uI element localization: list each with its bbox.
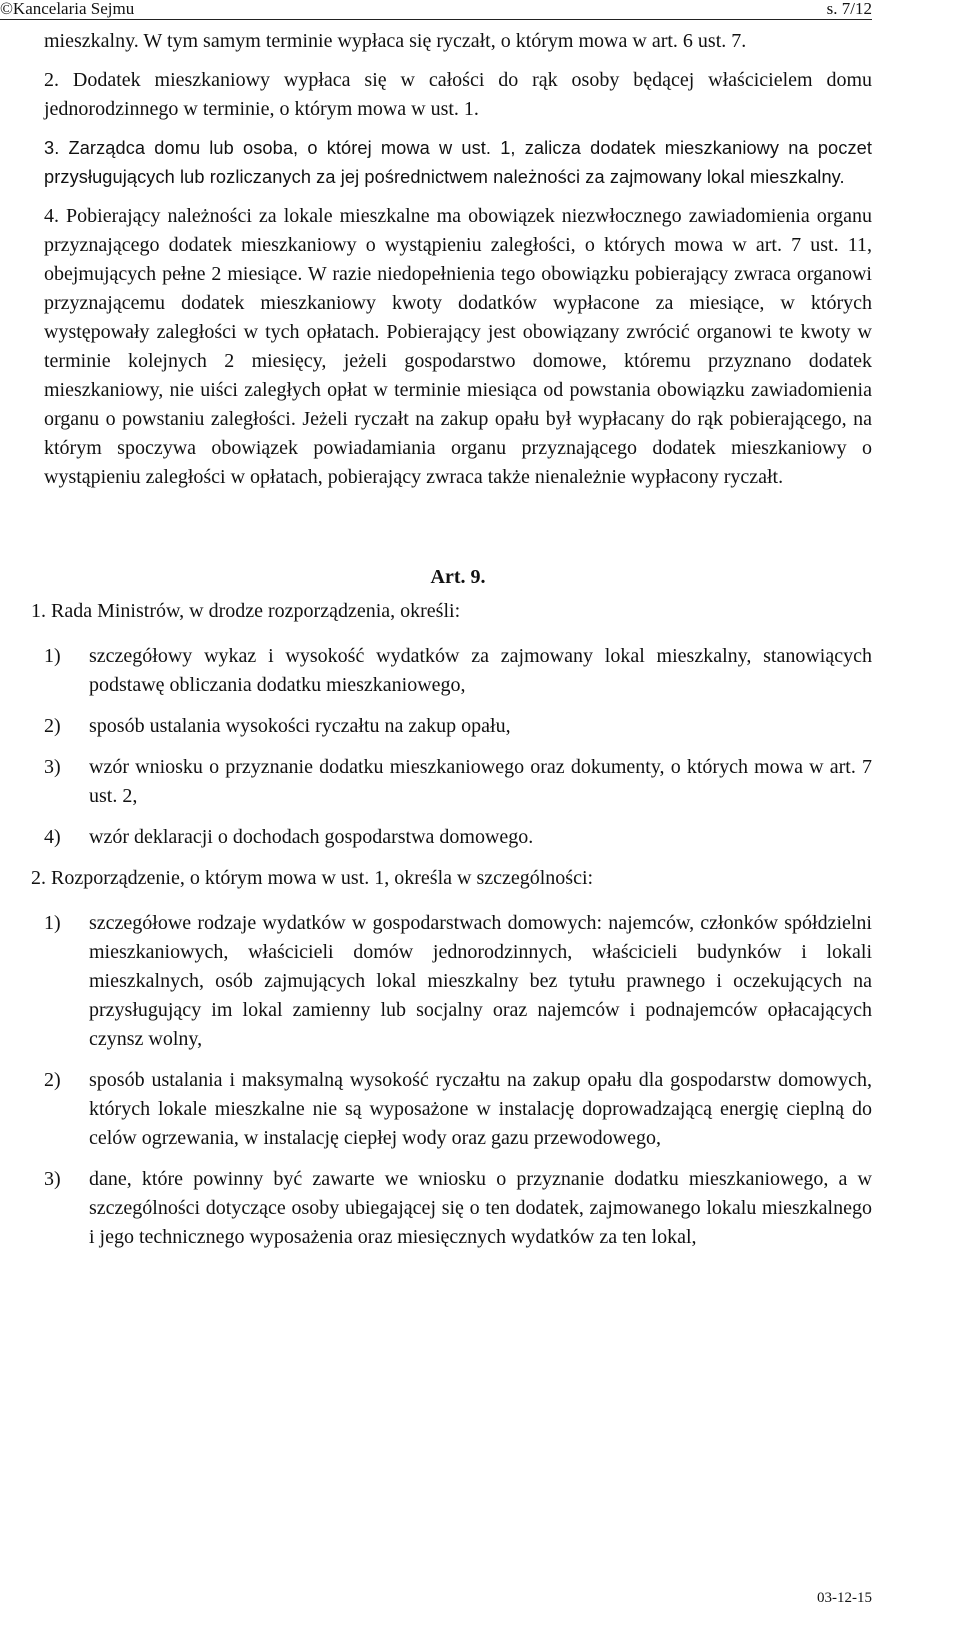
item-number: 4) [44,826,61,848]
list-item [44,642,872,700]
item-text: sposób ustalania wysokości ryczałtu na zakup opału, [89,715,511,737]
page-header [0,0,960,20]
list-item [44,909,872,1054]
item-text: sposób ustalania i maksymalną wysokość ryczałtu na zakup opału dla gospodarstw domowych, których lokale mieszkalne nie są wyposażone w instalację doprowadzającą energię cieplną do celów ogrzewania, w instalację ciepłej wody oraz gazu przewodowego, [89,1069,872,1149]
item-number: 3) [44,756,61,778]
item-text: wzór deklaracji o dochodach gospodarstwa domowego. [89,826,534,848]
footer-date: 03-12-15 [817,1590,872,1606]
page-number: s. 7/12 [826,0,872,18]
item-text: wzór wniosku o przyznanie dodatku mieszkaniowego oraz dokumenty, o których mowa w art. 7 ust. 2, [89,756,872,807]
header-divider [0,19,872,20]
list-item [44,823,872,852]
article-paragraph-1-list [44,642,872,852]
article-paragraph-2-list [44,909,872,1252]
item-text: szczegółowy wykaz i wysokość wydatków za zajmowany lokal mieszkalny, stanowiących podstawę obliczania dodatku mieszkaniowego, [89,645,872,696]
list-item [44,753,872,811]
continuation-paragraph: mieszkalny. W tym samym terminie wypłaca się ryczałt, o którym mowa w art. 6 ust. 7. [44,30,747,52]
item-number: 2) [44,715,61,737]
item-number: 3) [44,1168,61,1190]
list-item [44,1165,872,1252]
item-number: 2) [44,1069,61,1091]
item-number: 1) [44,912,61,934]
paragraph-3: 3. Zarządca domu lub osoba, o której mowa w ust. 1, zalicza dodatek mieszkaniowy na poczet przysługujących lub rozliczanych za jej pośrednictwem należności za zajmowany lokal mieszkalny. [44,138,872,187]
item-text: dane, które powinny być zawarte we wniosku o przyznanie dodatku mieszkaniowego, a w szczególności dotyczące osoby ubiegającej się o ten dodatek, zajmowanego lokalu mieszkalnego i jego technicznego wyposażenia oraz miesięcznych wydatków za ten lokal, [89,1168,872,1248]
item-number: 1) [44,645,61,667]
paragraph-2: 2. Dodatek mieszkaniowy wypłaca się w całości do rąk osoby będącej właścicielem domu jednorodzinnego w terminie, o którym mowa w ust. 1. [44,69,872,120]
publisher-label: ©Kancelaria Sejmu [0,0,135,18]
paragraph-4: 4. Pobierający należności za lokale mieszkalne ma obowiązek niezwłocznego zawiadomienia organu przyznającego dodatek mieszkaniowy o wystąpieniu zaległości, o których mowa w art. 7 ust. 11, obejmujących pełne 2 miesiące. W razie niedopełnienia tego obowiązku pobierający zwraca organowi przyznającemu dodatek mieszkaniowy kwoty dodatków wypłacone za miesiące, w których występowały zaległości w tych opłatach. Pobierający jest obowiązany zwrócić organowi te kwoty w terminie kolejnych 2 miesięcy, jeżeli gospodarstwo domowe, któremu przyznano dodatek mieszkaniowy, nie uiści zaległych opłat w terminie miesiąca od powstania obowiązku zawiadomienia organu o powstaniu zaległości. Jeżeli ryczałt na zakup opału był wypłacany do rąk pobierającego, na którym spoczywa obowiązek powiadamiania organu przyznającego dodatek mieszkaniowy o wystąpieniu zaległości w opłatach, pobierający zwraca także nienależnie wypłacony ryczałt. [44,205,872,488]
article-title: Art. 9. [430,566,486,588]
document-body [31,27,872,1264]
article-paragraph-1-intro: 1. Rada Ministrów, w drodze rozporządzenia, określi: [31,600,461,622]
list-item [44,712,872,741]
article-paragraph-2-intro: 2. Rozporządzenie, o którym mowa w ust. 1, określa w szczególności: [31,867,594,889]
item-text: szczegółowe rodzaje wydatków w gospodarstwach domowych: najemców, członków spółdzielni mieszkaniowych, właścicieli domów jednorodzinnych, właścicieli budynków i lokali mieszkalnych, osób zajmujących lokal mieszkalny bez tytułu prawnego i oczekujących na przysługujący im lokal zamienny lub socjalny oraz najemców i podnajemców opłacających czynsz wolny, [89,912,872,1050]
list-item [44,1066,872,1153]
